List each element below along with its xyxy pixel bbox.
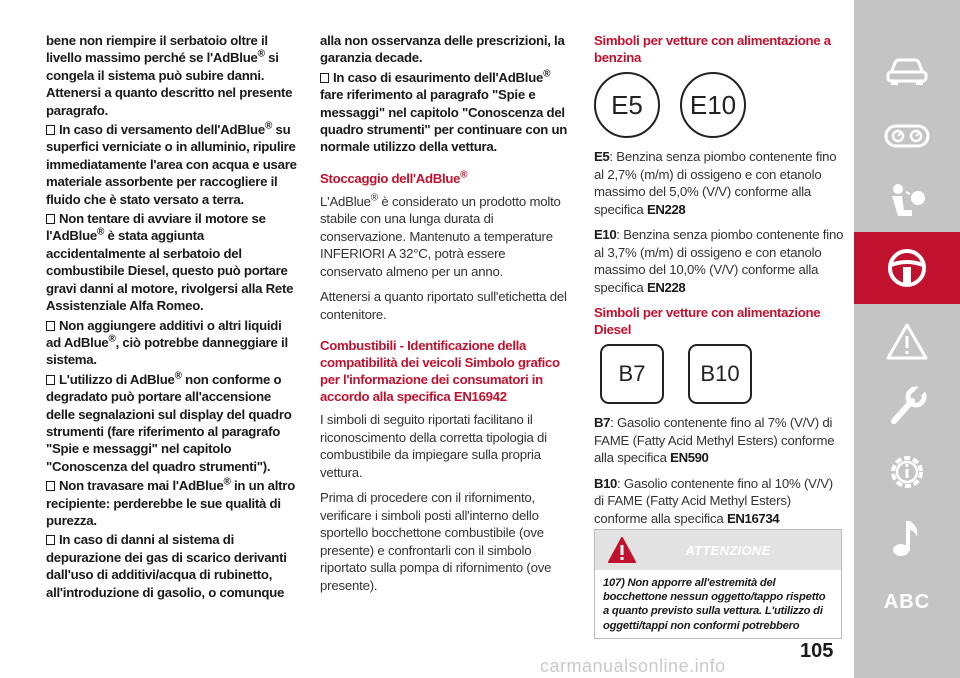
- b10-description: B10: Gasolio contenente fino al 10% (V/V) di FAME (Fatty Acid Methyl Esters) conforme alla specifica EN16734: [594, 475, 833, 526]
- list-item: In caso di danni al sistema di depurazione dei gas di scarico derivanti dall'uso di additivi/acqua di rubinetto, all'introduzione di gasolio, o comunque: [46, 532, 287, 600]
- bullet-square-icon: [320, 73, 329, 83]
- warning-triangle-icon: [607, 536, 637, 564]
- car-icon: [885, 57, 929, 87]
- sidebar-item-multimedia[interactable]: [854, 502, 960, 574]
- sidebar-item-instruments[interactable]: [854, 100, 960, 172]
- sidebar-item-driving[interactable]: [854, 232, 960, 304]
- e5-description: E5: Benzina senza piombo contenente fino al 2,7% (m/m) di ossigeno e con etanolo massimo del 5,0% (V/V) conforme alla specifica EN228: [594, 149, 837, 217]
- list-item: Non travasare mai l'AdBlue® in un altro recipiente: perderebbe le sue qualità di purezza.: [46, 476, 295, 528]
- warning-box: [594, 529, 842, 639]
- list-item: In caso di esaurimento dell'AdBlue® fare riferimento al paragrafo "Spie e messaggi" nel capitolo "Conoscenza del quadro strumenti" per continuare con un normale utilizzo della vettura.: [320, 68, 568, 155]
- bullet-square-icon: [46, 321, 55, 331]
- storage-paragraph-2: Attenersi a quanto riportato sull'etichetta del contenitore.: [320, 289, 567, 322]
- e10-symbol-icon: E10: [680, 72, 746, 138]
- chapter-sidebar: [854, 0, 960, 678]
- bullet-square-icon: [46, 481, 55, 491]
- sidebar-item-maintenance[interactable]: [854, 370, 960, 442]
- abc-index-label: ABC: [883, 590, 931, 613]
- column-2: [320, 32, 570, 602]
- list-item: In caso di versamento dell'AdBlue® su superfici verniciate o in alluminio, ripulire immediatamente l'area con acqua e usare materiale assorbente per raccogliere il fluido che è stato versato a terra.: [46, 120, 297, 207]
- column-1: [46, 32, 298, 603]
- fuel-paragraph-1: I simboli di seguito riportati facilitano il riconoscimento della corretta tipologia di combustibile da impiegare sulla propria vettura.: [320, 412, 547, 480]
- page-number: 105: [800, 640, 834, 662]
- sidebar-item-technical-data[interactable]: [854, 436, 960, 508]
- gear-info-icon: [886, 451, 928, 493]
- intro-paragraph: bene non riempire il serbatoio oltre il livello massimo perché se l'AdBlue® si congela il sistema può subire danni. Attenersi a quanto descritto nel presente paragrafo.: [46, 33, 293, 118]
- b7-symbol-icon: B7: [600, 344, 664, 404]
- sidebar-item-safety[interactable]: [854, 166, 960, 238]
- airbag-seat-icon: [886, 182, 928, 222]
- fuel-paragraph-2: Prima di procedere con il rifornimento, verificare i simboli posti all'interno dello sportello bocchettone combustibile (ove presente) e confrontarli con il simbolo riportato sulla pompa di rifornimento (ove presente).: [320, 490, 552, 593]
- section-heading-petrol: Simboli per vetture con alimentazione a benzina: [594, 33, 831, 65]
- bullet-square-icon: [46, 375, 55, 385]
- warning-title: ATTENZIONE: [685, 542, 771, 558]
- bullet-square-icon: [46, 214, 55, 224]
- b7-description: B7: Gasolio contenente fino al 7% (V/V) di FAME (Fatty Acid Methyl Esters) conforme alla specifica EN590: [594, 415, 835, 465]
- wrench-icon: [886, 385, 928, 427]
- bullet-square-icon: [46, 125, 55, 135]
- list-item: Non tentare di avviare il motore se l'AdBlue® è stata aggiunta accidentalmente al serbatoio del combustibile Diesel, questo può portare gravi danni al motore, rivolgersi alla Rete Assistenziale Alfa Romeo.: [46, 211, 294, 314]
- b10-symbol-icon: B10: [688, 344, 752, 404]
- bullet-square-icon: [46, 535, 55, 545]
- watermark: carmanualsonline.info: [540, 656, 726, 676]
- sidebar-item-index[interactable]: [854, 566, 960, 638]
- music-note-icon: [889, 517, 925, 559]
- column-3: [594, 32, 844, 535]
- section-heading-diesel: Simboli per vetture con alimentazione Diesel: [594, 305, 821, 337]
- continued-text: alla non osservanza delle prescrizioni, la garanzia decade.: [320, 33, 565, 66]
- gauges-icon: [884, 124, 930, 148]
- sidebar-item-car[interactable]: [854, 36, 960, 108]
- storage-paragraph-1: L'AdBlue® è considerato un prodotto molto stabile con una lunga durata di conservazione. Mantenuto a temperature INFERIORI A 32°C, potrà essere conservato almeno per un anno.: [320, 192, 561, 279]
- diesel-symbols: [600, 344, 844, 404]
- section-heading-fuels: Combustibili - Identificazione della compatibilità dei veicoli Simbolo grafico per l'informazione dei consumatori in accordo alla specifica EN16942: [320, 338, 560, 405]
- warning-header: [595, 530, 841, 570]
- list-item: L'utilizzo di AdBlue® non conforme o degradato può portare all'accensione delle segnalazioni sul display del quadro strumenti (fare riferimento al paragrafo "Spie e messaggi" nel capitolo "Conoscenza del quadro strumenti").: [46, 370, 292, 474]
- e5-symbol-icon: E5: [594, 72, 660, 138]
- warning-triangle-icon: [885, 322, 929, 362]
- list-item: Non aggiungere additivi o altri liquidi ad AdBlue®, ciò potrebbe danneggiare il sistema.: [46, 317, 288, 368]
- petrol-symbols: [594, 72, 844, 138]
- sidebar-item-emergency[interactable]: [854, 306, 960, 378]
- e10-description: E10: Benzina senza piombo contenente fino al 3,7% (m/m) di ossigeno e con etanolo massimo del 10,0% (V/V) conforme alla specifica EN228: [594, 227, 844, 295]
- warning-text: 107) Non apporre all'estremità del bocchettone nessun oggetto/tappo rispetto a quanto previsto sulla vettura. L'utilizzo di oggetti/tappi non conformi potrebbero: [603, 577, 826, 632]
- section-heading-storage: Stoccaggio dell'AdBlue®: [320, 169, 468, 186]
- steering-wheel-icon: [886, 247, 928, 289]
